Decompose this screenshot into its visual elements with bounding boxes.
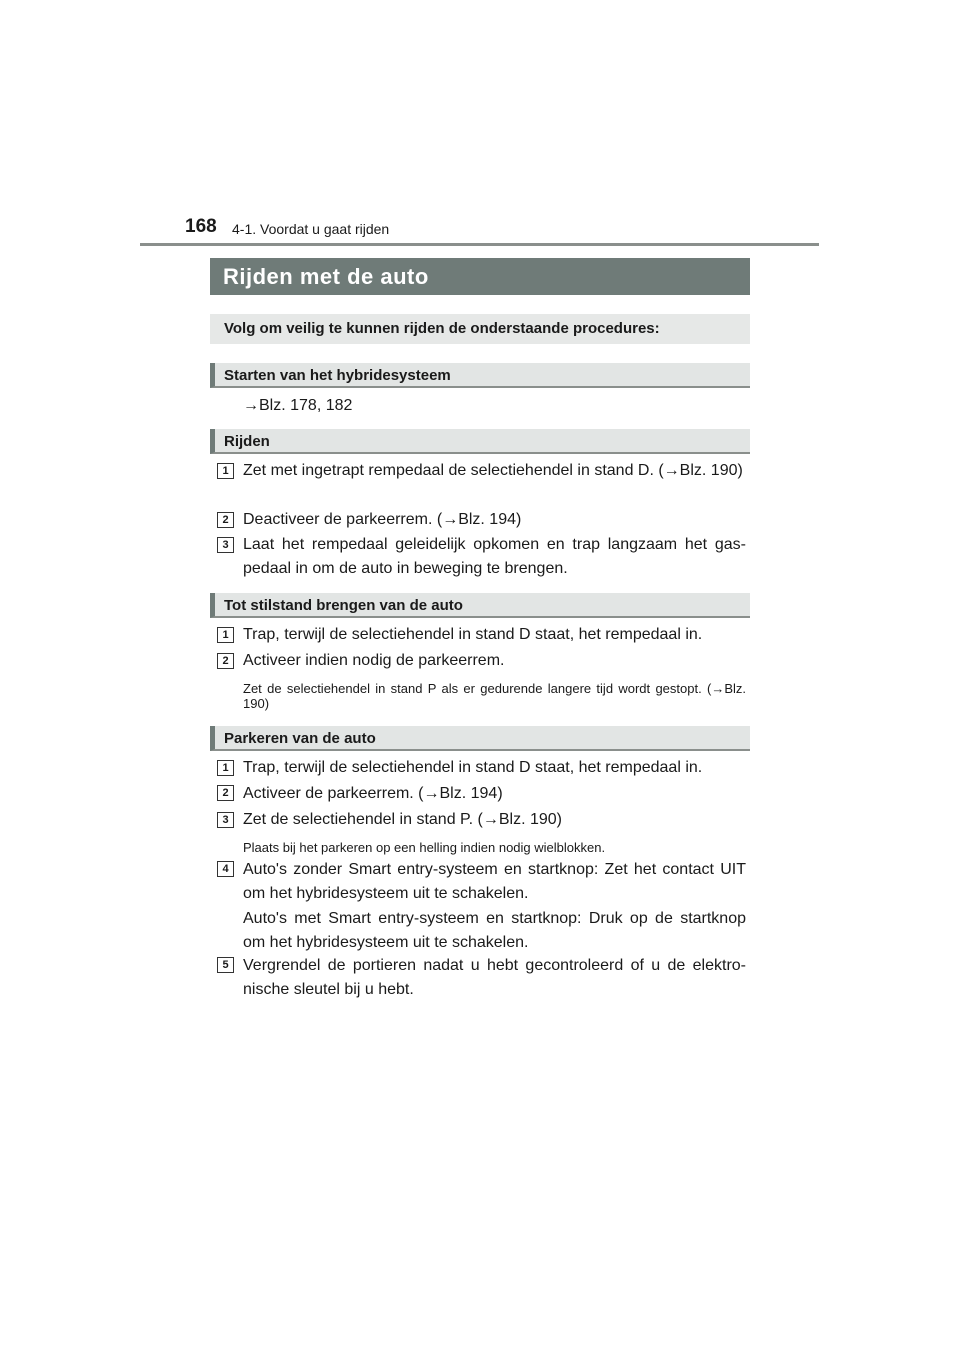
page-title: Rijden met de auto <box>210 258 750 295</box>
parking-step-2: Activeer de parkeerrem. (→Blz. 194) <box>243 785 503 802</box>
parking-step-1: Trap, terwijl de selectiehendel in stand D staat, het rempedaal in. <box>243 759 703 776</box>
step-number-badge: 2 <box>217 785 234 801</box>
step-number-badge: 2 <box>217 653 234 669</box>
driving-step-1: Zet met ingetrapt rempedaal de selectiehendel in stand D. (→Blz. 190) <box>243 462 743 479</box>
starting-page-reference: →Blz. 178, 182 <box>243 397 353 414</box>
parking-step-5: Vergrendel de portieren nadat u hebt gecontroleerd of u de elektro-nische sleutel bij u hebt. <box>243 957 746 998</box>
section-heading-driving: Rijden <box>210 429 750 454</box>
step-number-badge: 3 <box>217 812 234 828</box>
step-number-badge: 3 <box>217 537 234 553</box>
stopping-step-1: Trap, terwijl de selectiehendel in stand D staat, het rempedaal in. <box>243 626 703 643</box>
parking-step-4: Auto's zonder Smart entry-systeem en startknop: Zet het contact UIT om het hybridesysteem uit te schakelen. <box>243 861 746 902</box>
section-heading-starting: Starten van het hybridesysteem <box>210 363 750 388</box>
step-number-badge: 4 <box>217 861 234 877</box>
driving-step-3: Laat het rempedaal geleidelijk opkomen en trap langzaam het gas-pedaal in om de auto in beweging te brengen. <box>243 536 746 577</box>
step-number-badge: 1 <box>217 627 234 643</box>
intro-text: Volg om veilig te kunnen rijden de onderstaande procedures: <box>210 314 750 344</box>
chapter-heading: 4-1. Voordat u gaat rijden <box>232 221 390 237</box>
parking-step-3: Zet de selectiehendel in stand P. (→Blz. 190) <box>243 811 562 828</box>
parking-note: Plaats bij het parkeren op een helling indien nodig wielblokken. <box>243 840 606 855</box>
stopping-step-2: Activeer indien nodig de parkeerrem. <box>243 652 505 669</box>
driving-step-2: Deactiveer de parkeerrem. (→Blz. 194) <box>243 511 522 528</box>
step-number-badge: 2 <box>217 512 234 528</box>
section-heading-parking: Parkeren van de auto <box>210 726 750 751</box>
step-number-badge: 1 <box>217 463 234 479</box>
page-number: 168 <box>185 216 217 237</box>
step-number-badge: 5 <box>217 957 234 973</box>
step-number-badge: 1 <box>217 760 234 776</box>
header-rule <box>140 243 819 246</box>
section-heading-stopping: Tot stilstand brengen van de auto <box>210 593 750 618</box>
stopping-note: Zet de selectiehendel in stand P als er gedurende langere tijd wordt gestopt. (→Blz. 190) <box>243 681 746 711</box>
parking-step-4-alternative: Auto's met Smart entry-systeem en startknop: Druk op de startknop om het hybridesysteem uit te schakelen. <box>243 910 746 951</box>
